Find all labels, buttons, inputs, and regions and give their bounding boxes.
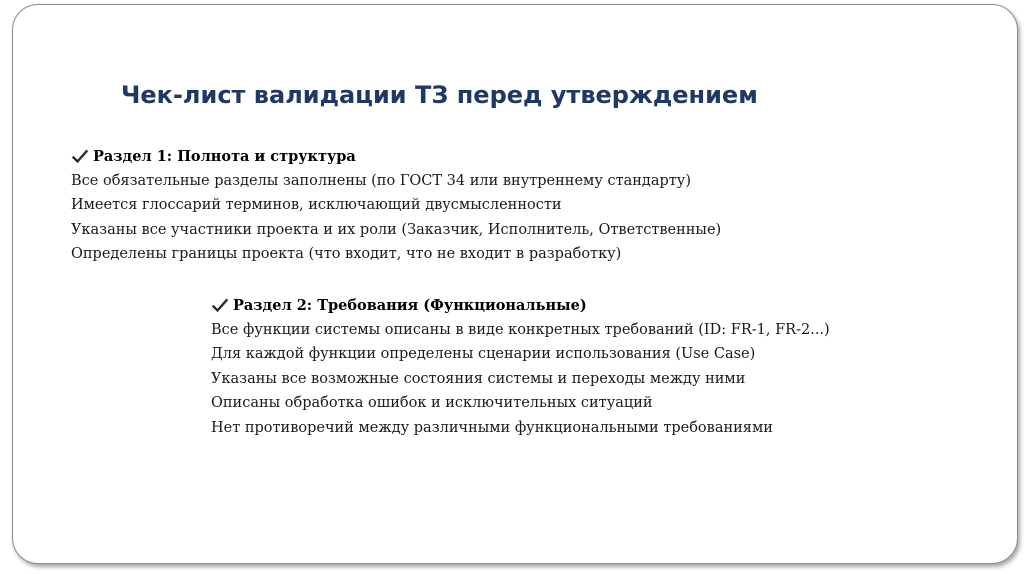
checklist-item: Все функции системы описаны в виде конкретных требований (ID: FR-1, FR-2...) bbox=[211, 321, 830, 338]
checklist bbox=[71, 169, 721, 267]
checkmark-icon bbox=[71, 148, 89, 164]
section-functional-requirements bbox=[211, 293, 830, 440]
section-heading: Раздел 1: Полнота и структура bbox=[93, 147, 356, 165]
slide-frame bbox=[12, 4, 1018, 564]
section-completeness bbox=[71, 144, 721, 267]
checklist bbox=[211, 318, 830, 441]
slide-title: Чек-лист валидации ТЗ перед утверждением bbox=[121, 81, 758, 109]
checklist-item: Все обязательные разделы заполнены (по ГОСТ 34 или внутреннему стандарту) bbox=[71, 172, 691, 189]
checklist-item: Имеется глоссарий терминов, исключающий двусмысленности bbox=[71, 197, 562, 213]
section-header bbox=[71, 144, 721, 169]
checklist-item: Определены границы проекта (что входит, что не входит в разработку) bbox=[71, 246, 622, 262]
checklist-item: Указаны все участники проекта и их роли (Заказчик, Исполнитель, Ответственные) bbox=[71, 221, 722, 238]
section-header bbox=[211, 293, 830, 318]
checklist-item: Описаны обработка ошибок и исключительных ситуаций bbox=[211, 395, 653, 411]
section-heading: Раздел 2: Требования (Функциональные) bbox=[233, 296, 587, 314]
checklist-item: Указаны все возможные состояния системы и переходы между ними bbox=[211, 370, 746, 387]
checklist-item: Для каждой функции определены сценарии использования (Use Case) bbox=[211, 346, 756, 362]
checklist-item: Нет противоречий между различными функциональными требованиями bbox=[211, 419, 773, 436]
checkmark-icon bbox=[211, 297, 229, 313]
